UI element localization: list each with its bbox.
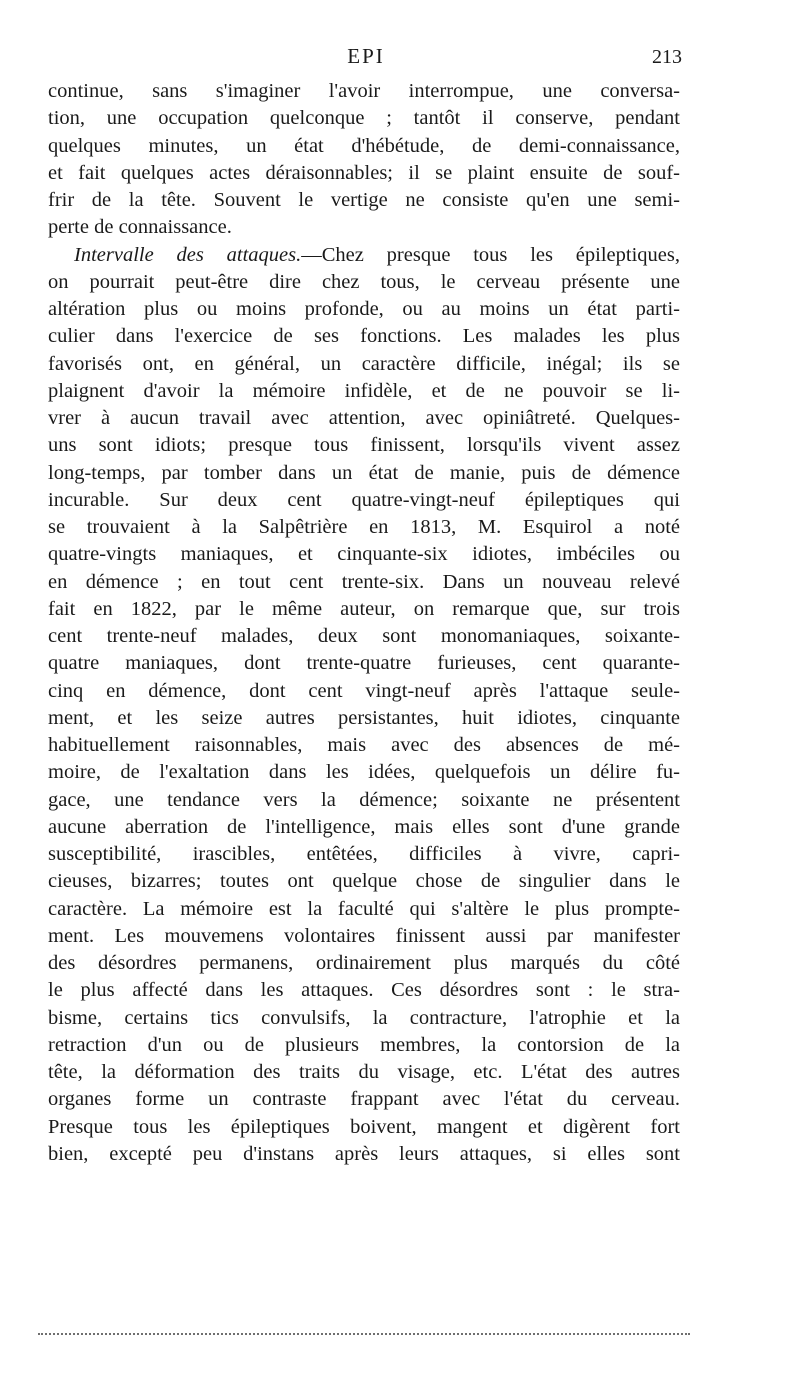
text-line: favorisés ont, en général, un caractère difficile, inégal; ils se xyxy=(48,352,680,375)
text-line: tion, une occupation quelconque ; tantôt il conserve, pendant xyxy=(48,107,680,130)
text-line: altération plus ou moins profonde, ou au moins un état parti- xyxy=(48,298,680,320)
text-line: cent trente-neuf malades, deux sont monomaniaques, soixante- xyxy=(48,625,680,647)
text-line: frir de la tête. Souvent le vertige ne consiste qu'en une semi- xyxy=(48,189,680,211)
text-line: long-temps, par tomber dans un état de manie, puis de démence xyxy=(48,461,680,484)
running-head xyxy=(50,44,682,74)
footer-rule xyxy=(38,1333,690,1335)
section-heading: Intervalle des attaques. xyxy=(74,243,302,266)
text-line: se trouvaient à la Salpêtrière en 1813, M. Esquirol a noté xyxy=(48,516,680,538)
text-line: quelques minutes, un état d'hébétude, de demi-connaissance, xyxy=(48,134,680,157)
text-line: organes forme un contraste frappant avec l'état du cerveau. xyxy=(48,1088,680,1111)
text-line: fait en 1822, par le même auteur, on remarque que, sur trois xyxy=(48,597,680,620)
text-line: susceptibilité, irascibles, entêtées, difficiles à vivre, capri- xyxy=(48,843,680,865)
text-line: on pourrait peut-être dire chez tous, le cerveau présente une xyxy=(48,270,680,293)
text-line: habituellement raisonnables, mais avec des absences de mé- xyxy=(48,734,680,756)
text-line: et fait quelques actes déraisonnables; il se plaint ensuite de souf- xyxy=(48,161,680,184)
text-line: continue, sans s'imaginer l'avoir interrompue, une conversa- xyxy=(48,80,680,102)
text-line: culier dans l'exercice de ses fonctions. Les malades les plus xyxy=(48,325,680,348)
paragraph-opening-text: —Chez presque tous les épileptiques, xyxy=(301,243,680,266)
page-number: 213 xyxy=(652,46,682,68)
text-line: cieuses, bizarres; toutes ont quelque chose de singulier dans le xyxy=(48,870,680,893)
text-line: uns sont idiots; presque tous finissent, lorsqu'ils vivent assez xyxy=(48,434,680,457)
text-line: plaignent d'avoir la mémoire infidèle, et de ne pouvoir se li- xyxy=(48,379,680,402)
text-line: aucune aberration de l'intelligence, mais elles sont d'une grande xyxy=(48,815,680,838)
text-line: cinq en démence, dont cent vingt-neuf après l'attaque seule- xyxy=(48,679,680,702)
text-line: caractère. La mémoire est la faculté qui s'altère le plus prompte- xyxy=(48,897,680,920)
text-line: incurable. Sur deux cent quatre-vingt-neuf épileptiques qui xyxy=(48,488,680,511)
text-line: Presque tous les épileptiques boivent, mangent et digèrent fort xyxy=(48,1115,680,1138)
running-title: EPI xyxy=(347,44,385,68)
text-line: perte de connaissance. xyxy=(48,216,232,239)
text-line: bien, excepté peu d'instans après leurs attaques, si elles sont xyxy=(48,1142,680,1165)
text-line: ment. Les mouvemens volontaires finissent aussi par manifester xyxy=(48,924,680,947)
text-line: en démence ; en tout cent trente-six. Dans un nouveau relevé xyxy=(48,570,680,593)
text-line: quatre-vingts maniaques, et cinquante-six idiotes, imbéciles ou xyxy=(48,543,680,566)
text-line: le plus affecté dans les attaques. Ces désordres sont : le stra- xyxy=(48,979,680,1002)
paragraph-start-line xyxy=(48,242,680,269)
body-text xyxy=(48,78,680,1168)
text-line: des désordres permanens, ordinairement plus marqués du côté xyxy=(48,952,680,974)
text-line: moire, de l'exaltation dans les idées, quelquefois un délire fu- xyxy=(48,761,680,784)
text-line: tête, la déformation des traits du visage, etc. L'état des autres xyxy=(48,1061,680,1083)
text-line: retraction d'un ou de plusieurs membres, la contorsion de la xyxy=(48,1033,680,1056)
text-line: vrer à aucun travail avec attention, avec opiniâtreté. Quelques- xyxy=(48,407,680,429)
text-line: gace, une tendance vers la démence; soixante ne présentent xyxy=(48,788,680,811)
text-line: quatre maniaques, dont trente-quatre furieuses, cent quarante- xyxy=(48,652,680,675)
text-line: ment, et les seize autres persistantes, huit idiotes, cinquante xyxy=(48,706,680,729)
text-line: bisme, certains tics convulsifs, la contracture, l'atrophie et la xyxy=(48,1006,680,1029)
